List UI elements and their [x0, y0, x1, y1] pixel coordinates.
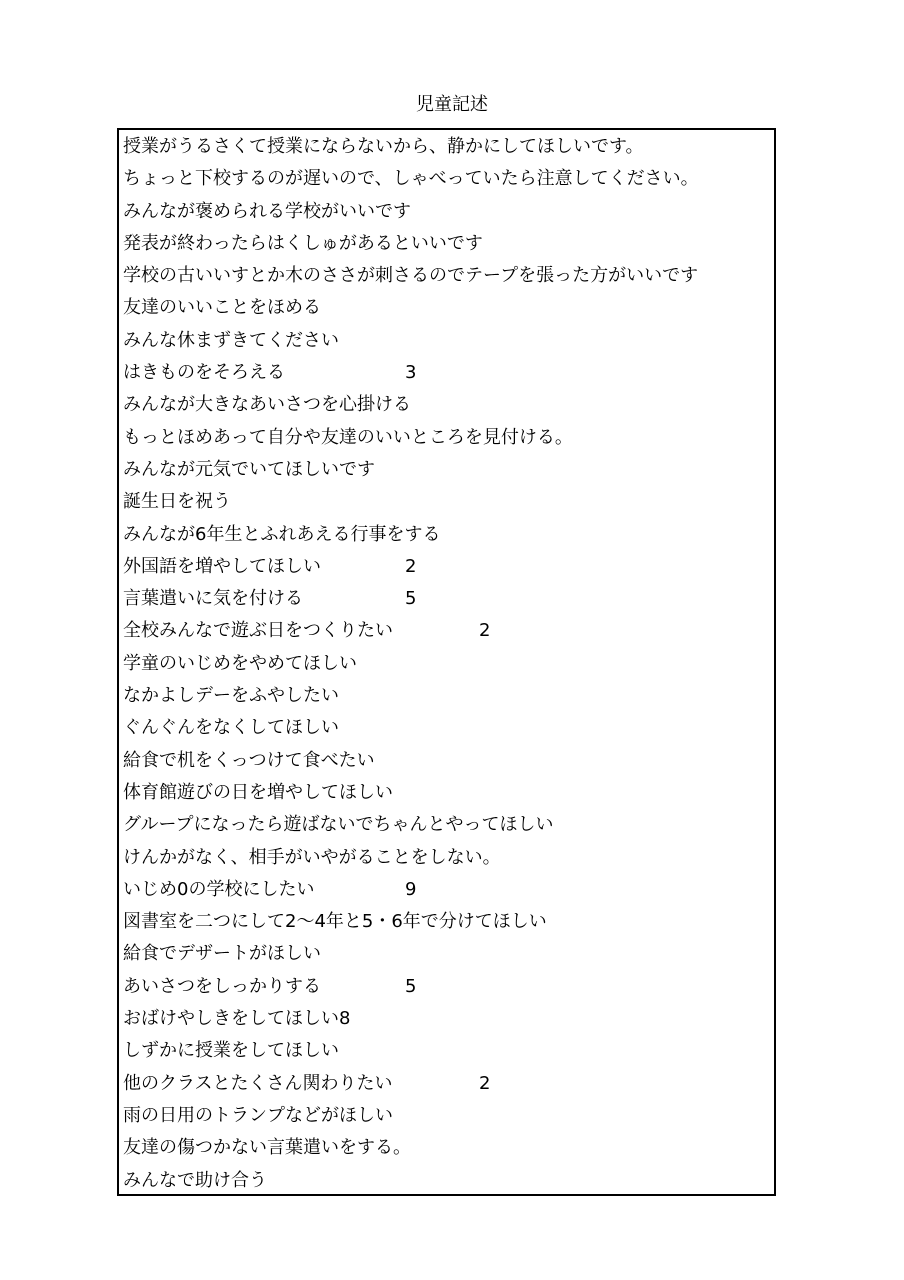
statement-text: 友達の傷つかない言葉遣いをする。 [123, 1137, 411, 1159]
statement-count: 2 [479, 1072, 491, 1094]
statement-row [123, 777, 774, 809]
statement-text: ぐんぐんをなくしてほしい [123, 717, 339, 739]
statement-row [123, 842, 774, 874]
statement-text: 体育館遊びの日を増やしてほしい [123, 781, 393, 803]
statement-count: 2 [479, 620, 491, 642]
statement-text: みんなが大きなあいさつを心掛ける [123, 394, 411, 416]
statement-text: 誕生日を祝う [123, 491, 231, 513]
statement-row [123, 325, 774, 357]
statement-row [123, 1165, 774, 1197]
statement-row [123, 712, 774, 744]
statement-row [123, 163, 774, 195]
statement-row [123, 809, 774, 841]
statement-row [123, 938, 774, 970]
statement-text: あいさつをしっかりする [123, 975, 321, 997]
statement-text: 友達のいいことをほめる [123, 297, 321, 319]
statement-row [123, 680, 774, 712]
statement-count: 3 [405, 362, 417, 384]
statement-row [123, 486, 774, 518]
statement-count: 5 [405, 975, 417, 997]
statement-list-box [117, 128, 776, 1196]
statement-row [123, 292, 774, 324]
statement-row [123, 519, 774, 551]
statement-text: しずかに授業をしてほしい [123, 1040, 339, 1062]
statement-row [123, 551, 774, 583]
statement-text: おばけやしきをしてほしい8 [123, 1008, 351, 1030]
statement-row [123, 260, 774, 292]
statement-row [123, 389, 774, 421]
statement-text: みんなが元気でいてほしいです [123, 458, 375, 480]
statement-row [123, 1003, 774, 1035]
statement-text: 授業がうるさくて授業にならないから、静かにしてほしいです。 [123, 136, 644, 157]
statement-row [123, 196, 774, 228]
statement-text: グループになったら遊ばないでちゃんとやってほしい [123, 814, 554, 836]
statement-row [123, 971, 774, 1003]
statement-text: みんなで助け合う [123, 1169, 267, 1191]
statement-count: 2 [405, 555, 417, 577]
statement-text: 給食でデザートがほしい [123, 943, 321, 965]
statement-text: けんかがなく、相手がいやがることをしない。 [123, 846, 501, 868]
statement-count: 9 [405, 878, 417, 900]
statement-list [123, 131, 774, 1197]
statement-text: 言葉遣いに気を付ける [123, 588, 303, 610]
statement-row [123, 1068, 774, 1100]
statement-row [123, 131, 774, 163]
statement-text: 発表が終わったらはくしゅがあるといいです [123, 232, 483, 254]
page-title: 児童記述 [416, 94, 488, 115]
statement-text: みんなが6年生とふれあえる行事をする [123, 523, 441, 545]
statement-text: 図書室を二つにして2～4年と5・6年で分けてほしい [123, 911, 547, 933]
statement-text: 外国語を増やしてほしい [123, 555, 321, 577]
statement-row [123, 357, 774, 389]
statement-text: 給食で机をくっつけて食べたい [123, 749, 375, 771]
statement-text: みんな休まずきてください [123, 329, 339, 351]
statement-row [123, 648, 774, 680]
statement-row [123, 1132, 774, 1164]
statement-row [123, 906, 774, 938]
statement-text: 他のクラスとたくさん関わりたい [123, 1072, 393, 1094]
statement-row [123, 745, 774, 777]
statement-row [123, 1035, 774, 1067]
statement-text: はきものをそろえる [123, 362, 285, 384]
statement-text: ちょっと下校するのが遅いので、しゃべっていたら注意してください。 [123, 168, 699, 190]
statement-row [123, 583, 774, 615]
statement-count: 5 [405, 588, 417, 610]
statement-row [123, 422, 774, 454]
statement-text: みんなが褒められる学校がいいです [123, 200, 411, 222]
statement-text: 雨の日用のトランプなどがほしい [123, 1104, 393, 1126]
statement-row [123, 454, 774, 486]
statement-text: もっとほめあって自分や友達のいいところを見付ける。 [123, 426, 573, 448]
statement-text: いじめ0の学校にしたい [123, 878, 315, 900]
statement-row [123, 228, 774, 260]
statement-text: 学校の古いいすとか木のささが刺さるのでテープを張った方がいいです [123, 265, 699, 287]
statement-text: 学童のいじめをやめてほしい [123, 652, 357, 674]
statement-row [123, 874, 774, 906]
statement-text: 全校みんなで遊ぶ日をつくりたい [123, 620, 393, 642]
statement-row [123, 615, 774, 647]
statement-row [123, 1100, 774, 1132]
statement-text: なかよしデーをふやしたい [123, 685, 339, 707]
